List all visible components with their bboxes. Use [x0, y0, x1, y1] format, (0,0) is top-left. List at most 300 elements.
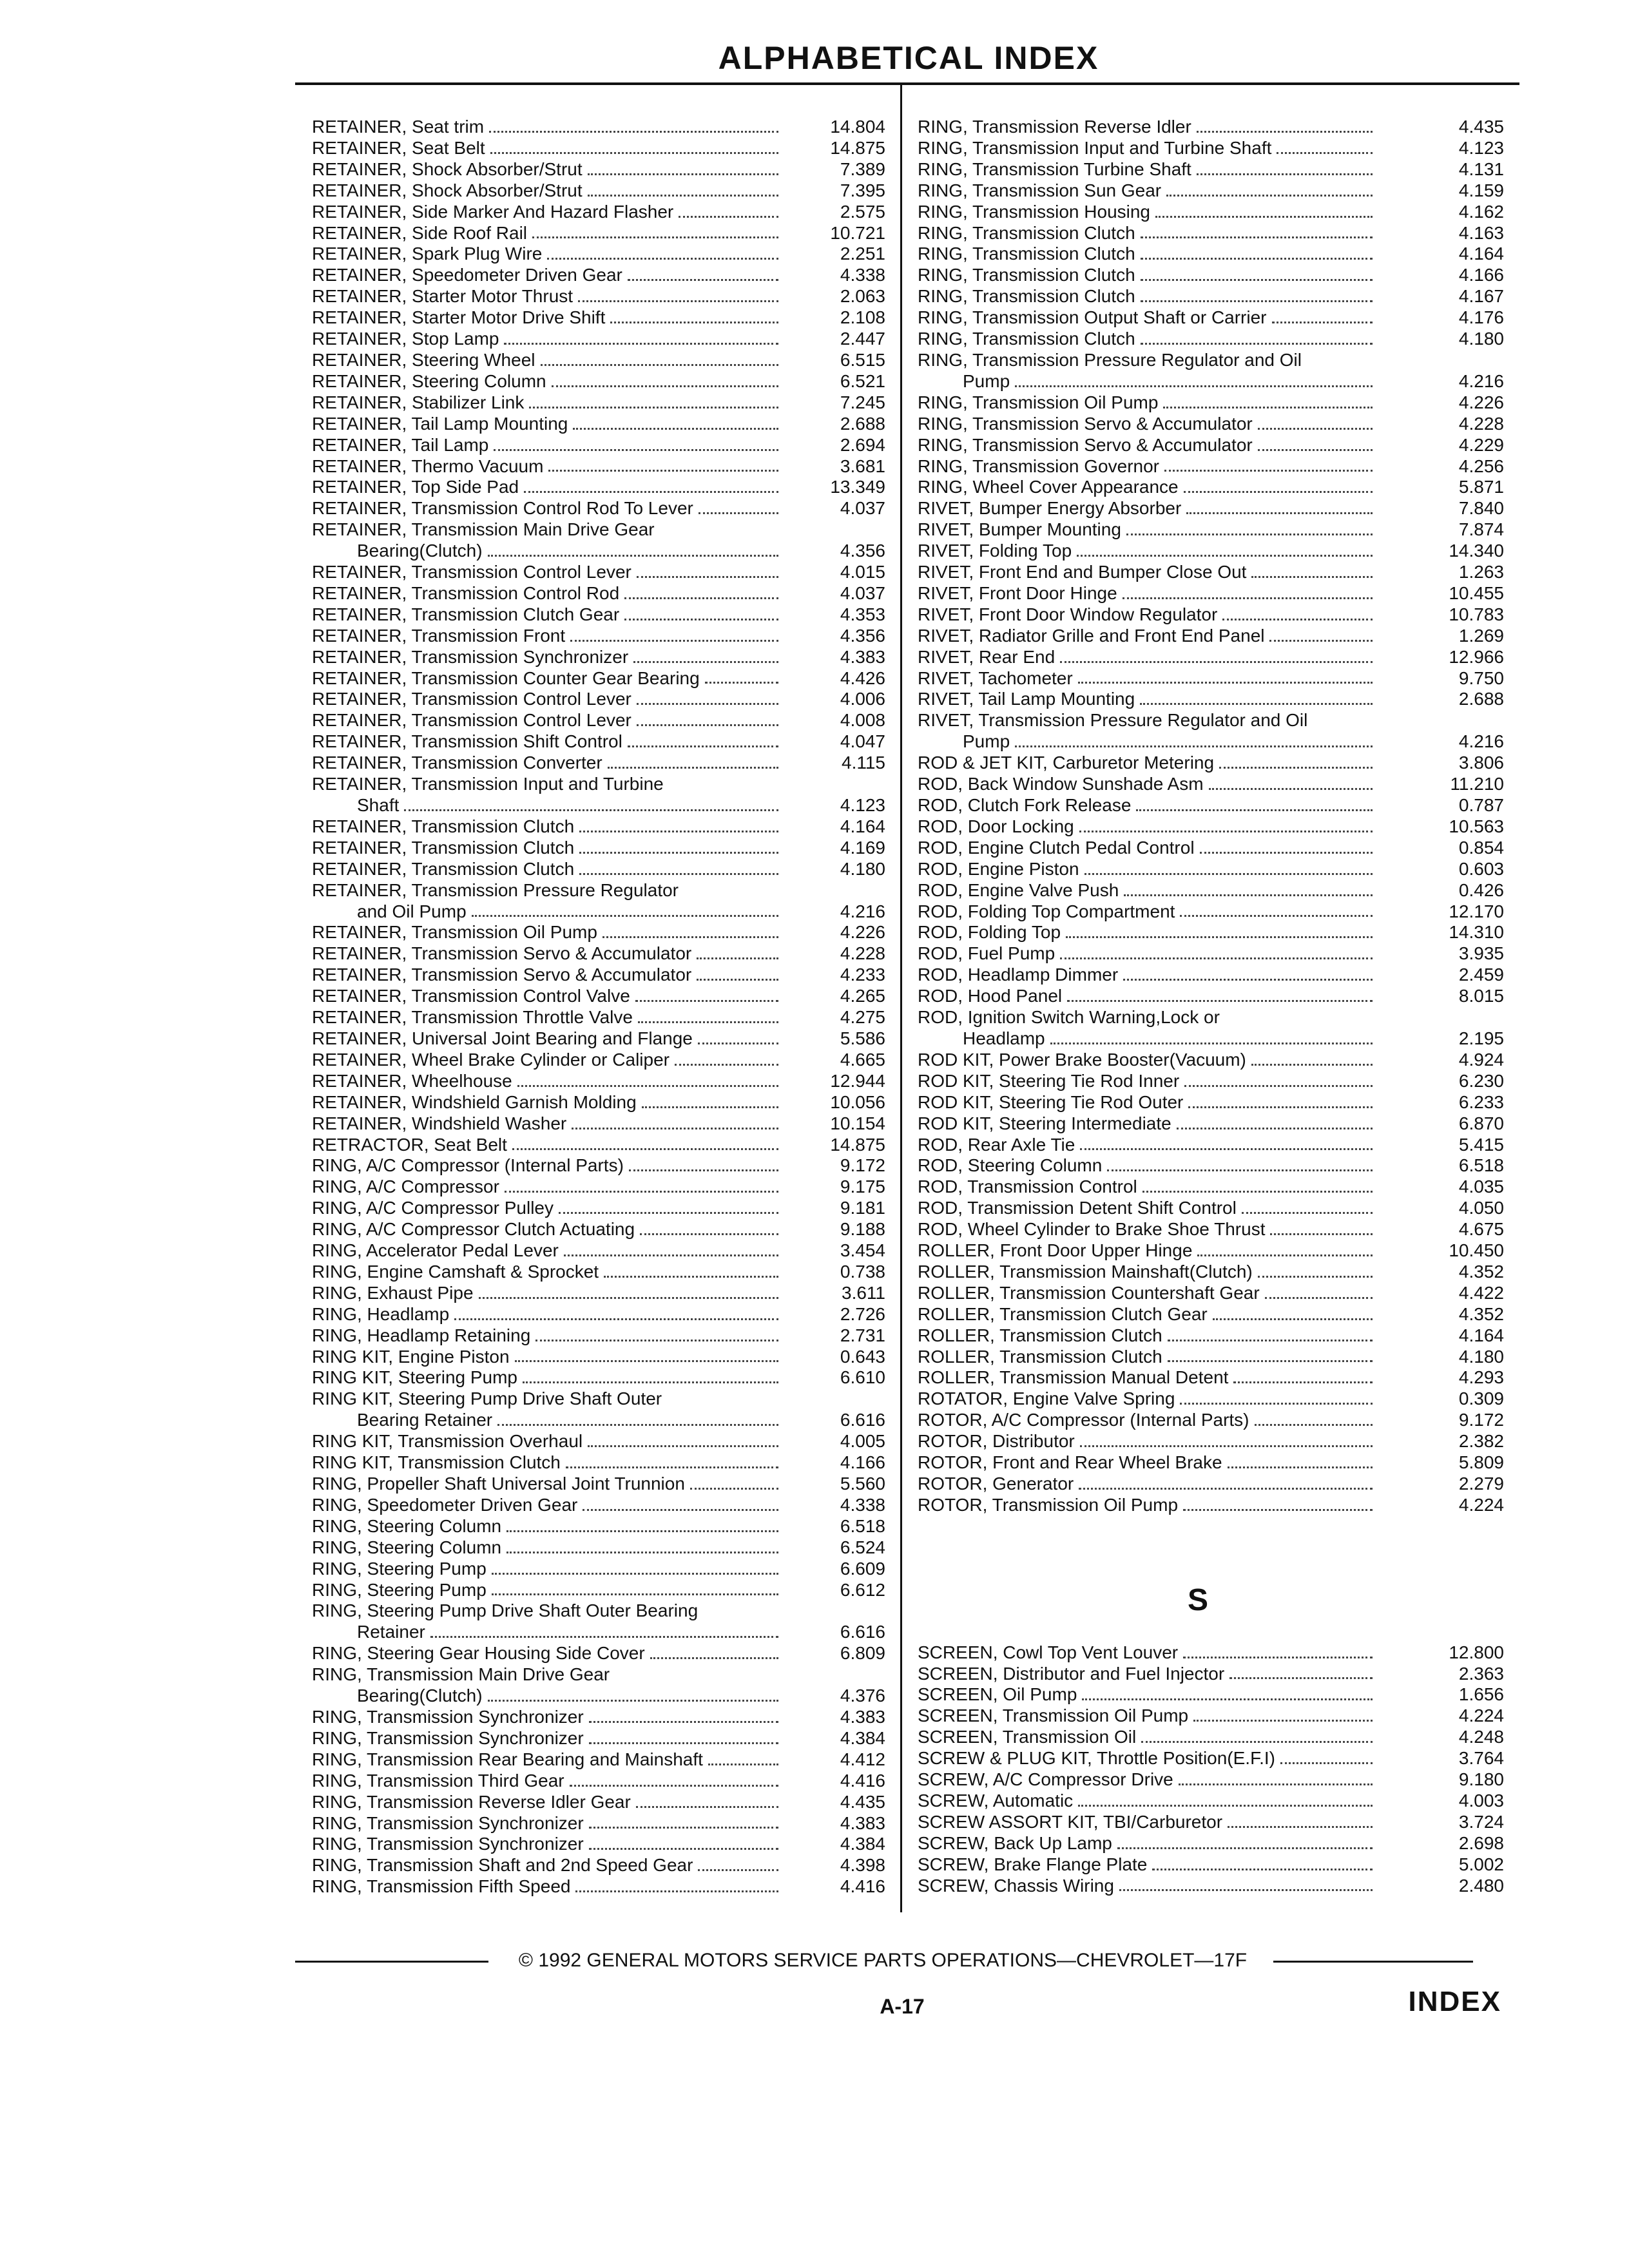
dot-leader — [1079, 1488, 1373, 1490]
entry-text: RETAINER, Tail Lamp — [312, 434, 489, 455]
entry-text: RING, Headlamp Retaining — [312, 1325, 531, 1345]
entry-page-ref: 1.269 — [1458, 625, 1504, 646]
entry-text: RING, Transmission Housing — [918, 201, 1151, 222]
index-entry — [918, 1219, 1504, 1240]
dot-leader — [624, 597, 778, 599]
index-entry — [918, 519, 1504, 541]
index-list-s — [918, 1642, 1504, 1897]
dot-leader — [570, 640, 778, 642]
dot-leader — [699, 512, 778, 514]
dot-leader — [1270, 1233, 1373, 1235]
entry-page-ref: 4.226 — [1458, 392, 1504, 412]
dot-leader — [1060, 661, 1373, 663]
entry-text: RETAINER, Transmission Clutch Gear — [312, 604, 620, 624]
entry-page-ref: 4.248 — [1458, 1727, 1504, 1747]
entry-text: ROTOR, Transmission Oil Pump — [918, 1494, 1179, 1515]
entry-page-ref: 4.426 — [840, 668, 885, 688]
dot-leader — [1183, 1657, 1373, 1658]
entry-page-ref: 4.216 — [1458, 731, 1504, 752]
entry-text: ROD, Ignition Switch Warning,Lock or — [918, 1007, 1220, 1028]
dot-leader — [1084, 873, 1373, 875]
dot-leader — [708, 1763, 778, 1765]
entry-text: SCREW, Brake Flange Plate — [918, 1854, 1148, 1874]
dot-leader — [1184, 1085, 1373, 1087]
entry-text: RETAINER, Stabilizer Link — [312, 392, 525, 412]
entry-text: RETAINER, Transmission Clutch — [312, 858, 575, 879]
entry-text: RETAINER, Steering Wheel — [312, 349, 535, 370]
index-entry — [312, 647, 885, 668]
entry-text: RING, Transmission Rear Bearing and Mainshaft — [312, 1749, 703, 1769]
entry-text: ROD KIT, Power Brake Booster(Vacuum) — [918, 1049, 1246, 1070]
entry-text: SCREEN, Distributor and Fuel Injector — [918, 1663, 1225, 1684]
index-entry — [918, 1262, 1504, 1283]
entry-page-ref: 7.389 — [840, 159, 885, 179]
dot-leader — [675, 1064, 778, 1066]
entry-page-ref: 6.616 — [840, 1622, 885, 1642]
entry-text: RING, Transmission Clutch — [918, 265, 1135, 285]
entry-text: RETAINER, Windshield Washer — [312, 1113, 567, 1133]
index-entry — [312, 689, 885, 710]
entry-text: RETAINER, Starter Motor Thrust — [312, 286, 574, 307]
dot-leader — [629, 1169, 778, 1171]
dot-leader — [1124, 894, 1373, 896]
index-entry — [918, 1664, 1504, 1685]
index-entry — [918, 668, 1504, 689]
dot-leader — [608, 767, 778, 769]
entry-text: ROD, Rear Axle Tie — [918, 1134, 1075, 1155]
entry-text: RETAINER, Windshield Garnish Molding — [312, 1091, 637, 1112]
entry-text: ROD, Engine Clutch Pedal Control — [918, 837, 1195, 858]
entry-text: RETAINER, Transmission Front — [312, 625, 566, 646]
index-entry — [918, 307, 1504, 329]
entry-page-ref: 14.310 — [1449, 922, 1504, 943]
entry-page-ref: 4.131 — [1458, 159, 1504, 179]
entry-page-ref: 4.224 — [1458, 1706, 1504, 1726]
entry-text: ROD, Folding Top — [918, 922, 1061, 943]
entry-text: RETAINER, Transmission Control Valve — [312, 986, 630, 1006]
dot-leader — [610, 322, 778, 323]
entry-text: ROD, Back Window Sunshade Asm — [918, 774, 1204, 794]
index-entry — [312, 1855, 885, 1876]
dot-leader — [1180, 915, 1373, 917]
entry-page-ref: 9.750 — [1458, 668, 1504, 688]
entry-text: RETAINER, Transmission Shift Control — [312, 731, 622, 752]
index-entry — [918, 1642, 1504, 1664]
entry-text: RETAINER, Wheelhouse — [312, 1070, 512, 1091]
index-entry — [918, 498, 1504, 519]
entry-page-ref: 7.395 — [840, 180, 885, 200]
entry-text: RETAINER, Transmission Control Rod — [312, 582, 620, 603]
index-entry — [312, 1876, 885, 1898]
index-entry — [918, 1706, 1504, 1727]
dot-leader — [638, 1021, 778, 1023]
dot-leader — [1078, 682, 1373, 684]
entry-page-ref: 4.123 — [1458, 137, 1504, 158]
index-entry — [918, 1177, 1504, 1198]
entry-page-ref: 4.352 — [1458, 1303, 1504, 1324]
entry-text: RING, Steering Column — [312, 1537, 502, 1557]
entry-page-ref: 4.123 — [840, 795, 885, 815]
entry-page-ref: 0.309 — [1458, 1389, 1504, 1409]
index-entry — [312, 1304, 885, 1325]
dot-leader — [1067, 1000, 1373, 1002]
index-entry — [312, 1643, 885, 1664]
entry-text: RETAINER, Shock Absorber/Strut — [312, 180, 583, 200]
index-entry — [918, 1495, 1504, 1516]
index-entry — [312, 1283, 885, 1304]
entry-page-ref: 4.005 — [840, 1431, 885, 1452]
entry-text: ROD, Wheel Cylinder to Brake Shoe Thrust — [918, 1219, 1266, 1240]
entry-text: ROLLER, Transmission Manual Detent — [918, 1367, 1229, 1388]
entry-page-ref: 4.169 — [840, 837, 885, 858]
entry-page-ref: 2.731 — [840, 1325, 885, 1345]
entry-page-ref: 4.352 — [1458, 1261, 1504, 1282]
dot-leader — [1233, 1381, 1373, 1383]
dot-leader — [535, 1340, 778, 1341]
entry-page-ref: 5.560 — [840, 1474, 885, 1494]
entry-page-ref: 2.575 — [840, 201, 885, 222]
index-entry — [312, 626, 885, 647]
entry-text: RETAINER, Steering Column — [312, 370, 546, 391]
entry-text: RETAINER, Top Side Pad — [312, 477, 519, 497]
index-entry — [312, 1347, 885, 1368]
dot-leader — [1280, 1762, 1373, 1764]
entry-page-ref: 4.047 — [840, 731, 885, 752]
dot-leader — [1228, 1826, 1373, 1828]
entry-page-ref: 4.008 — [840, 710, 885, 731]
dot-leader — [697, 957, 778, 959]
dot-leader — [1080, 1148, 1373, 1150]
entry-text: RETAINER, Universal Joint Bearing and Flange — [312, 1028, 693, 1048]
entry-text: RING, Transmission Turbine Shaft — [918, 159, 1191, 179]
entry-text: RING KIT, Engine Piston — [312, 1346, 510, 1367]
index-entry — [312, 159, 885, 180]
entry-text: RING, Propeller Shaft Universal Joint Trunnion — [312, 1474, 685, 1494]
index-entry — [918, 986, 1504, 1007]
dot-leader — [633, 661, 778, 663]
entry-page-ref: 2.688 — [840, 413, 885, 434]
dot-leader — [635, 1000, 778, 1002]
dot-leader — [1277, 152, 1373, 154]
entry-text: RING, Transmission Shaft and 2nd Speed Gear — [312, 1855, 693, 1876]
index-entry — [312, 498, 885, 519]
index-entry — [918, 541, 1504, 562]
dot-leader — [506, 1552, 778, 1553]
entry-page-ref: 4.383 — [840, 1706, 885, 1727]
dot-leader — [547, 258, 778, 260]
entry-page-ref: 6.809 — [840, 1643, 885, 1664]
dot-leader — [506, 1530, 778, 1532]
dot-leader — [497, 1424, 778, 1426]
entry-text: RETAINER, Transmission Oil Pump — [312, 922, 597, 943]
index-entry — [312, 1135, 885, 1156]
dot-leader — [1255, 1424, 1373, 1426]
dot-leader — [454, 1318, 778, 1320]
entry-page-ref: 4.167 — [1458, 286, 1504, 307]
dot-leader — [1168, 1360, 1373, 1362]
footer-rule-left — [295, 1961, 488, 1963]
dot-leader — [1082, 1698, 1373, 1700]
index-entry — [918, 1769, 1504, 1791]
dot-leader — [583, 1509, 778, 1511]
index-entry — [312, 1325, 885, 1347]
entry-page-ref: 4.265 — [840, 986, 885, 1006]
entry-page-ref: 6.610 — [840, 1367, 885, 1388]
entry-text: RETAINER, Transmission Servo & Accumulator — [312, 943, 692, 964]
page-title: ALPHABETICAL INDEX — [718, 40, 1099, 76]
entry-text: RING, Transmission Synchronizer — [312, 1812, 584, 1833]
index-entry — [918, 1240, 1504, 1262]
dot-leader — [1126, 533, 1373, 535]
index-entry — [312, 1792, 885, 1813]
index-entry — [918, 392, 1504, 414]
entry-page-ref: 4.035 — [1458, 1177, 1504, 1197]
dot-leader — [1242, 1212, 1373, 1214]
dot-leader — [1078, 1805, 1373, 1807]
entry-text: RIVET, Front Door Hinge — [918, 582, 1117, 603]
entry-text: RIVET, Bumper Mounting — [918, 519, 1121, 540]
dot-leader — [1015, 385, 1373, 387]
entry-text: RING, A/C Compressor Clutch Actuating — [312, 1219, 635, 1240]
index-entry — [918, 286, 1504, 307]
dot-leader — [1060, 957, 1373, 959]
index-entry — [918, 1876, 1504, 1897]
entry-page-ref: 3.806 — [1458, 753, 1504, 773]
entry-page-ref: 10.563 — [1449, 816, 1504, 836]
dot-leader — [604, 1276, 778, 1278]
index-entry — [312, 1071, 885, 1092]
entry-page-ref: 4.228 — [840, 943, 885, 964]
entry-text: RING, Transmission Input and Turbine Shaft — [918, 137, 1272, 158]
dot-leader — [505, 1191, 778, 1193]
index-entry — [312, 753, 885, 774]
index-entry — [918, 1854, 1504, 1876]
entry-page-ref: 5.002 — [1458, 1854, 1504, 1874]
entry-text: RING, Transmission Pressure Regulator and Oil — [918, 349, 1302, 370]
index-entry — [918, 583, 1504, 604]
entry-text: RING, A/C Compressor — [312, 1177, 499, 1197]
index-entry — [312, 519, 885, 562]
entry-text: RING, Exhaust Pipe — [312, 1282, 474, 1303]
dot-leader — [570, 1785, 778, 1787]
entry-text: RING, Accelerator Pedal Lever — [312, 1240, 559, 1261]
entry-text: RETAINER, Transmission Clutch — [312, 816, 575, 836]
dot-leader — [589, 1827, 778, 1829]
entry-page-ref: 4.675 — [1458, 1219, 1504, 1240]
entry-text: RETAINER, Side Marker And Hazard Flasher — [312, 201, 674, 222]
entry-text: RING, Steering Pump — [312, 1579, 487, 1600]
entry-text: RETAINER, Stop Lamp — [312, 329, 499, 349]
dot-leader — [1077, 555, 1373, 557]
entry-page-ref: 14.340 — [1449, 541, 1504, 561]
entry-page-ref: 4.216 — [840, 901, 885, 921]
entry-text: SCREW & PLUG KIT, Throttle Position(E.F.I) — [918, 1748, 1275, 1769]
entry-text: RING, Transmission Reverse Idler — [918, 117, 1191, 137]
entry-page-ref: 4.383 — [840, 1812, 885, 1833]
index-entry — [312, 943, 885, 965]
index-entry — [312, 456, 885, 477]
entry-text: ROLLER, Transmission Clutch — [918, 1325, 1162, 1345]
dot-leader — [650, 1657, 778, 1659]
entry-page-ref: 4.166 — [840, 1452, 885, 1473]
index-entry — [312, 414, 885, 435]
entry-page-ref: 4.164 — [1458, 1325, 1504, 1345]
entry-page-ref: 4.256 — [1458, 456, 1504, 476]
index-entry — [312, 1177, 885, 1198]
dot-leader — [1066, 936, 1373, 938]
index-entry — [312, 265, 885, 286]
entry-page-ref: 4.416 — [840, 1770, 885, 1791]
index-entry — [918, 456, 1504, 477]
entry-text: RING, Wheel Cover Appearance — [918, 477, 1179, 497]
index-entry — [312, 307, 885, 329]
entry-text: ROD, Engine Valve Push — [918, 879, 1119, 900]
index-column-left — [312, 117, 885, 1898]
dot-leader — [430, 1636, 778, 1638]
entry-page-ref: 5.586 — [840, 1028, 885, 1048]
entry-text: RIVET, Radiator Grille and Front End Panel — [918, 625, 1265, 646]
entry-text: RIVET, Folding Top — [918, 541, 1072, 561]
entry-page-ref: 4.159 — [1458, 180, 1504, 200]
index-entry — [312, 1050, 885, 1071]
dot-leader — [628, 745, 778, 747]
dot-leader — [636, 1806, 778, 1808]
entry-text: RETAINER, Transmission Control Lever — [312, 710, 631, 731]
entry-page-ref: 7.840 — [1458, 498, 1504, 519]
entry-text: RING, Steering Pump Drive Shaft Outer Bearing — [312, 1600, 699, 1621]
dot-leader — [529, 407, 778, 408]
index-entry — [918, 859, 1504, 880]
dot-leader — [575, 1890, 778, 1892]
dot-leader — [541, 364, 779, 366]
entry-text: RETAINER, Transmission Synchronizer — [312, 646, 629, 667]
dot-leader — [1269, 640, 1373, 642]
entry-text: ROD KIT, Steering Tie Rod Outer — [918, 1091, 1184, 1112]
index-entry — [918, 1155, 1504, 1177]
dot-leader — [637, 703, 778, 705]
entry-page-ref: 3.724 — [1458, 1811, 1504, 1832]
entry-page-ref: 4.338 — [840, 1494, 885, 1515]
index-entry — [312, 668, 885, 689]
entry-page-ref: 3.764 — [1458, 1748, 1504, 1769]
index-entry — [312, 922, 885, 943]
entry-text-continued: Bearing Retainer — [357, 1410, 493, 1430]
entry-text: RETAINER, Transmission Throttle Valve — [312, 1007, 633, 1028]
entry-page-ref: 10.455 — [1449, 582, 1504, 603]
dot-leader — [548, 470, 778, 472]
entry-page-ref: 6.518 — [840, 1515, 885, 1536]
entry-text: RING, Transmission Clutch — [918, 286, 1135, 307]
index-entry — [918, 901, 1504, 923]
index-entry — [312, 1198, 885, 1219]
index-column-right — [918, 117, 1504, 1896]
index-entry — [312, 1262, 885, 1283]
entry-text-continued: and Oil Pump — [357, 901, 467, 921]
index-entry — [918, 223, 1504, 244]
entry-text: RING, Transmission Main Drive Gear — [312, 1664, 610, 1685]
entry-page-ref: 0.643 — [840, 1346, 885, 1367]
entry-page-ref: 12.966 — [1449, 646, 1504, 667]
entry-text: RING, Steering Column — [312, 1515, 502, 1536]
entry-text: ROD KIT, Steering Intermediate — [918, 1113, 1171, 1133]
entry-text: ROD, Clutch Fork Release — [918, 795, 1132, 815]
entry-text: SCREW, Back Up Lamp — [918, 1832, 1112, 1853]
entry-text: RIVET, Tachometer — [918, 668, 1073, 688]
index-entry — [918, 244, 1504, 265]
index-entry — [312, 202, 885, 223]
dot-leader — [1136, 809, 1373, 811]
entry-text: SCREW, A/C Compressor Drive — [918, 1769, 1173, 1790]
entry-page-ref: 0.426 — [1458, 879, 1504, 900]
entry-text: RETRACTOR, Seat Belt — [312, 1134, 507, 1155]
entry-text: ROLLER, Transmission Clutch — [918, 1346, 1162, 1367]
dot-leader — [628, 279, 778, 281]
entry-page-ref: 12.170 — [1449, 901, 1504, 921]
entry-page-ref: 2.698 — [1458, 1832, 1504, 1853]
index-entry — [918, 414, 1504, 435]
index-entry — [312, 1537, 885, 1559]
index-entry — [918, 647, 1504, 668]
entry-text-continued: Shaft — [357, 795, 400, 815]
entry-text: SCREW ASSORT KIT, TBI/Carburetor — [918, 1811, 1223, 1832]
index-entry — [918, 1071, 1504, 1092]
entry-text: RETAINER, Shock Absorber/Strut — [312, 159, 583, 179]
dot-leader — [1229, 1677, 1373, 1679]
entry-text: RETAINER, Side Roof Rail — [312, 222, 528, 243]
entry-page-ref: 7.245 — [840, 392, 885, 412]
entry-text: SCREEN, Oil Pump — [918, 1684, 1077, 1705]
index-entry — [918, 1684, 1504, 1706]
index-entry — [918, 180, 1504, 202]
index-entry — [312, 1155, 885, 1177]
entry-text: RETAINER, Transmission Input and Turbine — [312, 774, 664, 794]
dot-leader — [1142, 1191, 1373, 1193]
dot-leader — [552, 385, 778, 387]
entry-page-ref: 10.450 — [1449, 1240, 1504, 1261]
entry-text: ROTOR, Generator — [918, 1474, 1074, 1494]
dot-leader — [642, 1106, 778, 1108]
index-entry — [918, 1452, 1504, 1474]
dot-leader — [1141, 236, 1373, 238]
dot-leader — [705, 682, 778, 684]
dot-leader — [588, 173, 778, 175]
index-entry — [312, 1474, 885, 1495]
dot-leader — [515, 1360, 778, 1362]
entry-page-ref: 0.787 — [1458, 795, 1504, 815]
entry-text: RETAINER, Wheel Brake Cylinder or Caliper — [312, 1049, 670, 1070]
entry-page-ref: 12.944 — [830, 1070, 885, 1091]
entry-text: RING, Transmission Oil Pump — [918, 392, 1159, 412]
dot-leader — [1222, 619, 1373, 620]
entry-text: RETAINER, Transmission Pressure Regulator — [312, 879, 679, 900]
entry-text: RING, Transmission Reverse Idler Gear — [312, 1791, 631, 1812]
entry-page-ref: 4.665 — [840, 1049, 885, 1070]
index-entry — [312, 329, 885, 350]
entry-page-ref: 2.459 — [1458, 965, 1504, 985]
entry-text: RIVET, Tail Lamp Mounting — [918, 689, 1135, 709]
entry-text: ROTATOR, Engine Valve Spring — [918, 1389, 1175, 1409]
entry-page-ref: 10.154 — [830, 1113, 885, 1133]
entry-text: RETAINER, Tail Lamp Mounting — [312, 413, 568, 434]
entry-page-ref: 14.875 — [830, 137, 885, 158]
dot-leader — [1251, 576, 1373, 578]
entry-page-ref: 6.612 — [840, 1579, 885, 1600]
entry-page-ref: 3.681 — [840, 456, 885, 476]
index-entry — [918, 1367, 1504, 1389]
dot-leader — [1080, 1445, 1373, 1447]
dot-leader — [404, 809, 778, 811]
entry-text-continued: Pump — [963, 370, 1010, 391]
